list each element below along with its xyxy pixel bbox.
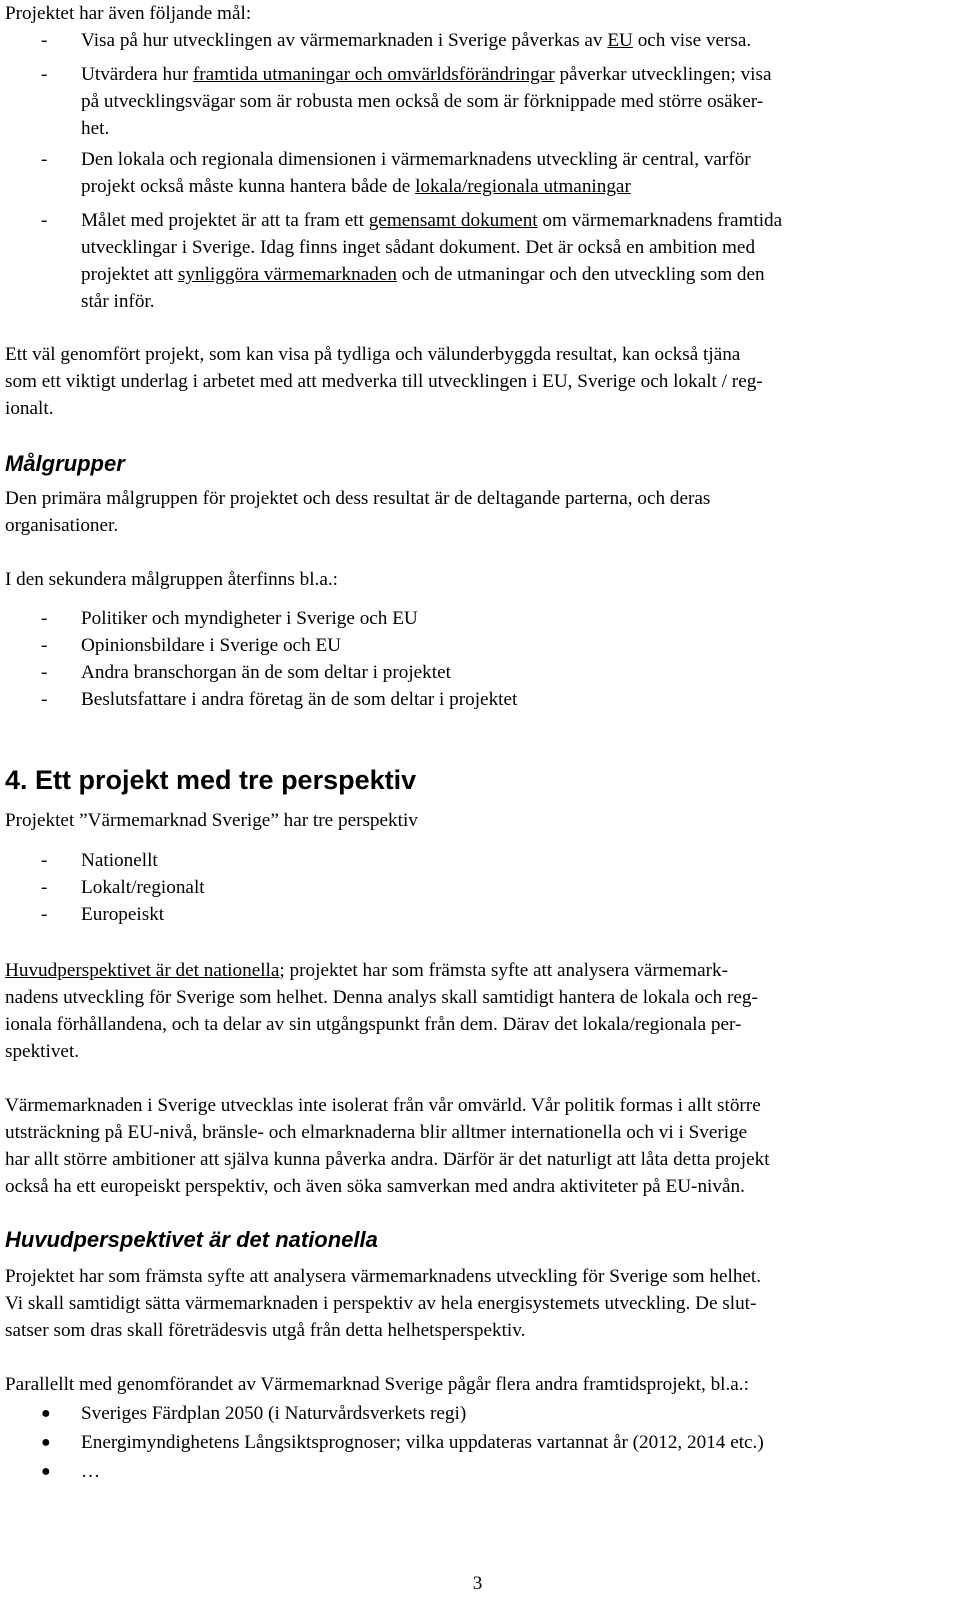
goal-line: på utvecklingsvägar som är robusta men också de som är förknippade med större osäker- bbox=[81, 91, 764, 112]
intro-text: Projektet har även följande mål: bbox=[5, 3, 252, 24]
section-title: 4. Ett projekt med tre perspektiv bbox=[5, 765, 417, 795]
goal-line: står inför. bbox=[81, 291, 155, 312]
dash-marker: - bbox=[41, 608, 48, 629]
underlined-term: framtida utmaningar och omvärldsförändringar bbox=[192, 64, 555, 85]
dash-marker: - bbox=[41, 850, 48, 871]
paragraph-line: Värmemarknaden i Sverige utvecklas inte isolerat från vår omvärld. Vår politik formas i allt större bbox=[5, 1095, 761, 1116]
paragraph-line: satser som dras skall företrädesvis utgå från detta helhetsperspektiv. bbox=[5, 1320, 526, 1341]
section-heading: Målgrupper bbox=[5, 451, 125, 476]
bullet-marker: ● bbox=[41, 1405, 51, 1422]
bullet-marker: ● bbox=[41, 1463, 51, 1480]
paragraph-line: ionala förhållandena, och ta delar av sin utgångspunkt från dem. Därav det lokala/regionala per- bbox=[5, 1014, 742, 1035]
paragraph-line: Projektet ”Värmemarknad Sverige” har tre perspektiv bbox=[5, 810, 418, 831]
paragraph-line: ionalt. bbox=[5, 398, 54, 419]
paragraph-line: också ha ett europeiskt perspektiv, och även söka samverkan med andra aktiviteter på EU-nivån. bbox=[5, 1176, 745, 1197]
dash-marker: - bbox=[41, 210, 48, 231]
paragraph-line: Ett väl genomfört projekt, som kan visa på tydliga och välunderbyggda resultat, kan också tjäna bbox=[5, 344, 741, 365]
paragraph-line: har allt större ambitioner att själva kunna påverka andra. Därför är det naturligt att låta detta projekt bbox=[5, 1149, 770, 1170]
page-number: 3 bbox=[472, 1573, 483, 1594]
paragraph-line: utsträckning på EU-nivå, bränsle- och elmarknaderna blir alltmer internationella och vi i Sverige bbox=[5, 1122, 748, 1143]
paragraph-line: I den sekundera målgruppen återfinns bl.a.: bbox=[5, 569, 338, 590]
dash-marker: - bbox=[41, 64, 48, 85]
dash-marker: - bbox=[41, 635, 48, 656]
bullet-marker: ● bbox=[41, 1434, 51, 1451]
paragraph-line: Parallellt med genomförandet av Värmemarknad Sverige pågår flera andra framtidsprojekt, bl.a.: bbox=[5, 1374, 749, 1395]
section-heading: Huvudperspektivet är det nationella bbox=[5, 1227, 378, 1252]
paragraph-line: Huvudperspektivet är det nationella; projektet har som främsta syfte att analysera värmemark- bbox=[5, 960, 728, 981]
underlined-term: gemensamt dokument bbox=[368, 210, 538, 231]
dash-marker: - bbox=[41, 662, 48, 683]
underlined-term: lokala/regionala utmaningar bbox=[415, 176, 631, 197]
paragraph-line: organisationer. bbox=[5, 515, 119, 536]
goal-line: utvecklingar i Sverige. Idag finns inget sådant dokument. Det är också en ambition med bbox=[81, 237, 756, 258]
paragraph-line: Den primära målgruppen för projektet och dess resultat är de deltagande parterna, och deras bbox=[5, 488, 711, 509]
underlined-term: EU bbox=[607, 30, 633, 51]
paragraph-line: som ett viktigt underlag i arbetet med att medverka till utvecklingen i EU, Sverige och lokalt / reg- bbox=[5, 371, 763, 392]
paragraph-line: Projektet har som främsta syfte att analysera värmemarknadens utveckling för Sverige som helhet. bbox=[5, 1266, 762, 1287]
paragraph-line: nadens utveckling för Sverige som helhet. Denna analys skall samtidigt hantera de lokala och reg- bbox=[5, 987, 758, 1008]
dash-marker: - bbox=[41, 30, 48, 51]
dash-marker: - bbox=[41, 877, 48, 898]
goal-line: het. bbox=[81, 118, 110, 139]
paragraph-line: spektivet. bbox=[5, 1041, 80, 1062]
goal-line: Den lokala och regionala dimensionen i värmemarknadens utveckling är central, varför bbox=[81, 149, 751, 170]
underlined-term: Huvudperspektivet är det nationella bbox=[5, 960, 280, 981]
underlined-term: synliggöra värmemarknaden bbox=[177, 264, 397, 285]
dash-marker: - bbox=[41, 149, 48, 170]
paragraph-line: Vi skall samtidigt sätta värmemarknaden i perspektiv av hela energisystemets utveckling. De slut- bbox=[5, 1293, 757, 1314]
dash-marker: - bbox=[41, 904, 48, 925]
dash-marker: - bbox=[41, 689, 48, 710]
